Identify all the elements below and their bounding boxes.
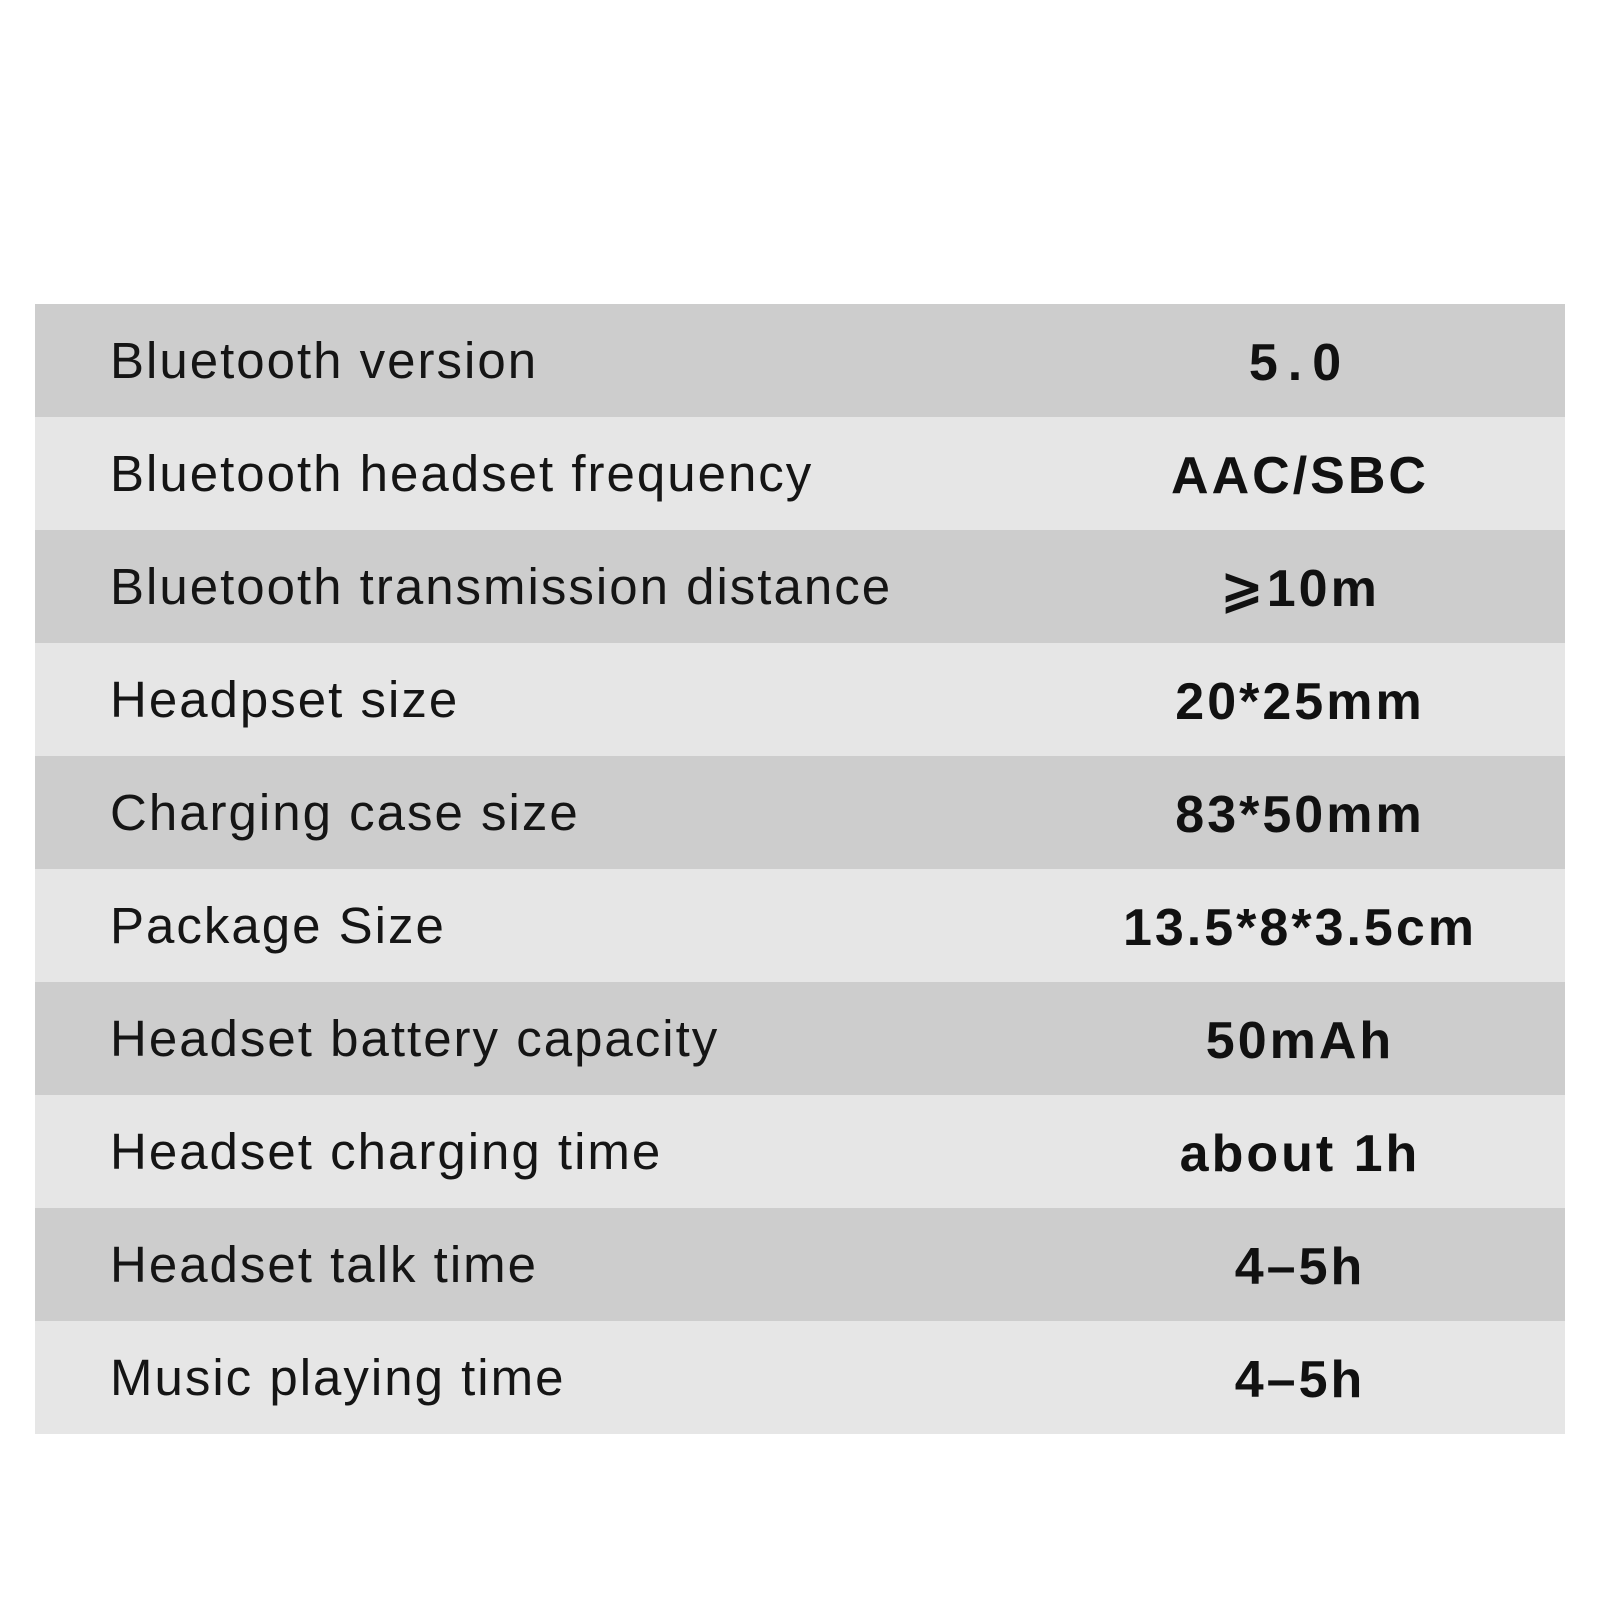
spec-label: Charging case size bbox=[110, 784, 580, 841]
spec-row-battery-capacity bbox=[35, 982, 1565, 1095]
spec-row-bluetooth-version bbox=[35, 304, 1565, 417]
spec-row-charging-time bbox=[35, 1095, 1565, 1208]
spec-row-bluetooth-frequency bbox=[35, 417, 1565, 530]
spec-table bbox=[35, 304, 1565, 1434]
spec-row-headset-size bbox=[35, 643, 1565, 756]
spec-value: 13.5*8*3.5cm bbox=[1122, 899, 1478, 957]
spec-value: AAC/SBC bbox=[1171, 447, 1429, 505]
spec-value: ⩾10m bbox=[1220, 560, 1380, 618]
spec-value: 4–5h bbox=[1234, 1351, 1366, 1409]
spec-label: Headpset size bbox=[110, 671, 460, 728]
spec-value: about 1h bbox=[1179, 1125, 1421, 1183]
spec-row-charging-case-size bbox=[35, 756, 1565, 869]
spec-label: Headset battery capacity bbox=[110, 1010, 720, 1067]
spec-value: 83*50mm bbox=[1175, 786, 1425, 844]
spec-row-transmission-distance bbox=[35, 530, 1565, 643]
spec-row-music-playing-time bbox=[35, 1321, 1565, 1434]
spec-row-talk-time bbox=[35, 1208, 1565, 1321]
spec-label: Headset talk time bbox=[110, 1236, 539, 1293]
spec-value: 50mAh bbox=[1205, 1012, 1395, 1070]
spec-label: Bluetooth headset frequency bbox=[110, 445, 814, 502]
spec-value: 5.0 bbox=[1248, 334, 1352, 392]
spec-label: Music playing time bbox=[110, 1349, 566, 1406]
spec-label: Package Size bbox=[110, 897, 446, 954]
spec-row-package-size bbox=[35, 869, 1565, 982]
spec-label: Bluetooth transmission distance bbox=[110, 558, 893, 615]
spec-value: 4–5h bbox=[1234, 1238, 1366, 1296]
spec-value: 20*25mm bbox=[1175, 673, 1425, 731]
spec-label: Headset charging time bbox=[110, 1123, 663, 1180]
spec-label: Bluetooth version bbox=[110, 332, 539, 389]
